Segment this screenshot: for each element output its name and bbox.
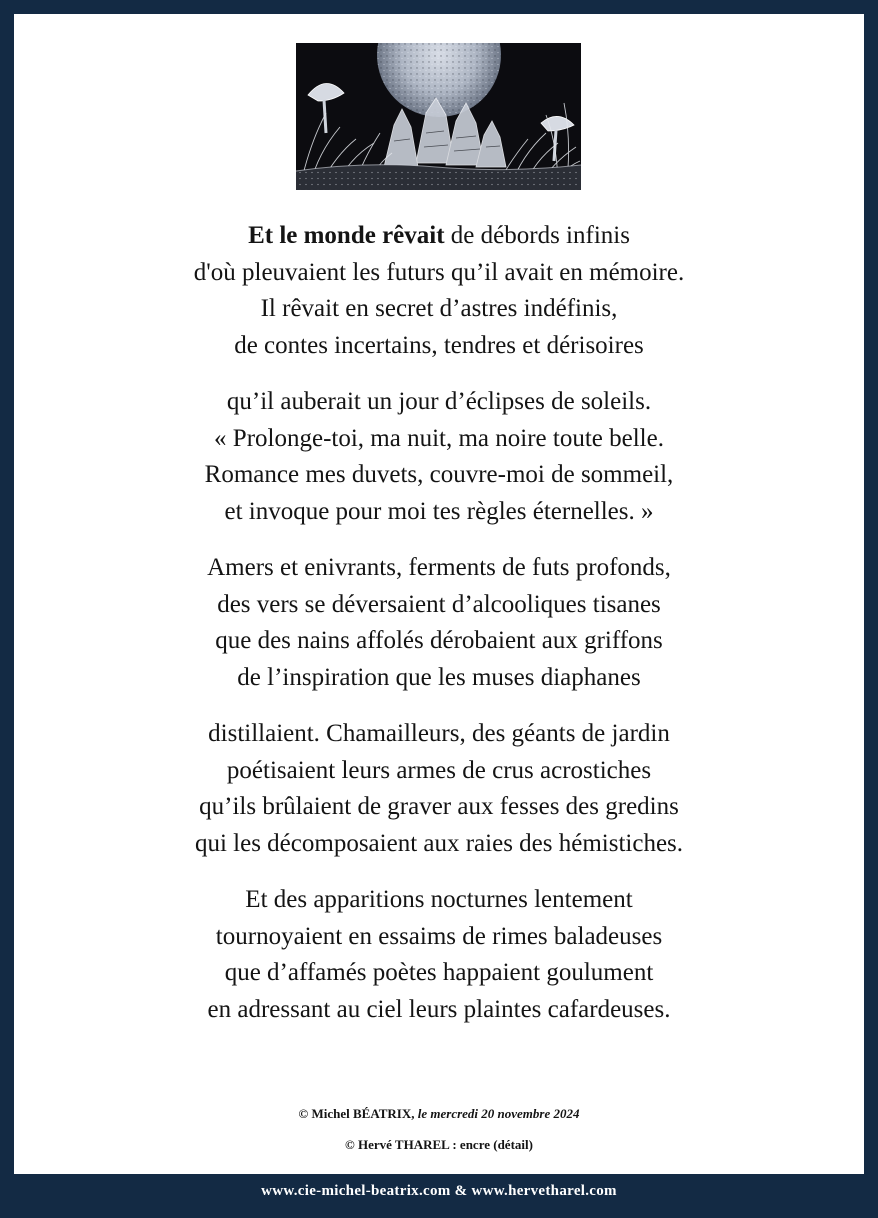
poem-line: poétisaient leurs armes de crus acrostiches <box>226 756 652 784</box>
stanza-2 <box>14 384 864 530</box>
poem-line: des vers se déversaient d’alcooliques tisanes <box>217 590 661 618</box>
stanza-4 <box>14 716 864 862</box>
poem-line: « Prolonge-toi, ma nuit, ma noire toute belle. <box>214 424 664 452</box>
author-name: © Michel BÉATRIX, <box>298 1106 415 1121</box>
poem-line: que d’affamés poètes happaient goulument <box>224 959 654 986</box>
poem-title-phrase: Et le monde rêvait <box>248 222 445 249</box>
stanza-3 <box>14 550 864 696</box>
poem-line: que des nains affolés dérobaient aux griffons <box>215 627 663 654</box>
poem-line: d'où pleuvaient les futurs qu’il avait en mémoire. <box>193 258 685 286</box>
poem-line: de contes incertains, tendres et dérisoires <box>234 331 644 359</box>
stanza-5 <box>14 882 864 1028</box>
poem-line-rest: de débords infinis <box>444 222 630 249</box>
artwork-ink-drawing <box>296 43 581 190</box>
poem-line: Il rêvait en secret d’astres indéfinis, <box>260 295 618 322</box>
poem-sheet <box>14 14 864 1174</box>
poem-line <box>14 218 864 255</box>
poem <box>14 218 864 1048</box>
stanza-1 <box>14 218 864 364</box>
poem-line: distillaient. Chamailleurs, des géants de jardin <box>208 720 670 747</box>
poem-line: Romance mes duvets, couvre-moi de sommeil, <box>204 461 674 488</box>
poem-line: tournoyaient en essaims de rimes baladeuses <box>215 922 663 950</box>
illustration-credit: © Hervé THAREL : encre (détail) <box>345 1137 533 1152</box>
poem-line: Et des apparitions nocturnes lentement <box>245 886 633 913</box>
author-credit <box>14 1106 864 1122</box>
poem-line: qu’il auberait un jour d’éclipses de soleils. <box>226 388 652 415</box>
poem-date: le mercredi 20 novembre 2024 <box>417 1106 580 1121</box>
poem-line: qui les décomposaient aux raies des hémistiches. <box>194 829 684 857</box>
poem-line: et invoque pour moi tes règles éternelles. » <box>224 497 654 525</box>
poem-line: en adressant au ciel leurs plaintes cafardeuses. <box>207 995 671 1023</box>
footer-website-links[interactable]: www.cie-michel-beatrix.com & www.hervetharel.com <box>261 1183 617 1199</box>
poem-line: de l’inspiration que les muses diaphanes <box>237 663 641 691</box>
poem-line: qu’ils brûlaient de graver aux fesses des gredins <box>199 793 679 820</box>
poem-line: Amers et enivrants, ferments de futs profonds, <box>207 554 671 581</box>
